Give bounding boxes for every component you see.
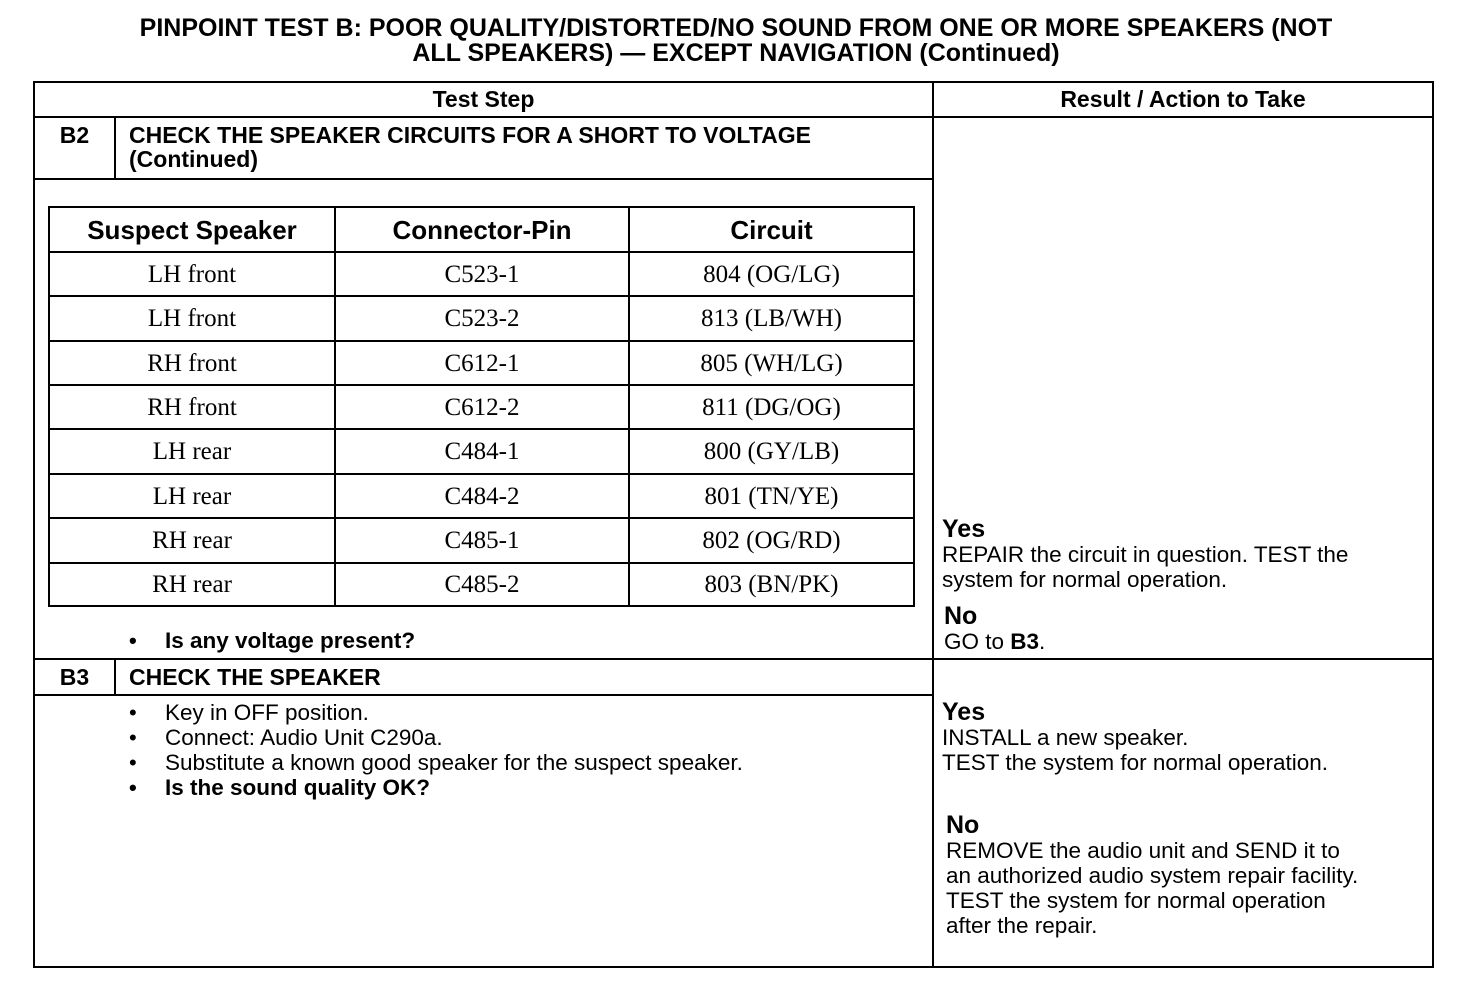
page-title-line-1: PINPOINT TEST B: POOR QUALITY/DISTORTED/NO SOUND FROM ONE OR MORE SPEAKERS (NOT xyxy=(139,14,1333,42)
connector-pin-cell: C612-2 xyxy=(444,394,520,421)
suspect-speaker-cell: RH rear xyxy=(152,571,232,598)
table-row xyxy=(50,475,913,519)
b2-question: • Is any voltage present? xyxy=(129,628,909,653)
table-row xyxy=(50,386,913,430)
b3-step-item: • Connect: Audio Unit C290a. xyxy=(129,725,919,750)
column-header-circuit: Circuit xyxy=(730,215,813,245)
suspect-speaker-cell: RH front xyxy=(147,350,237,377)
b2-title-divider xyxy=(33,178,933,180)
header-test-step: Test Step xyxy=(432,86,535,112)
circuit-cell: 804 (OG/LG) xyxy=(703,261,840,288)
connector-pin-cell: C485-1 xyxy=(444,527,520,554)
suspect-speaker-cell: RH rear xyxy=(152,527,232,554)
connector-pin-cell: C484-1 xyxy=(444,438,520,465)
table-row xyxy=(50,342,913,386)
b3-no-line-2: an authorized audio system repair facility. xyxy=(946,863,1359,888)
step-id-b3: B3 xyxy=(59,664,90,690)
suspect-speaker-cell: RH front xyxy=(147,394,237,421)
b2-yes-label: Yes xyxy=(942,515,986,543)
connector-pin-cell: C523-2 xyxy=(444,305,520,332)
b3-result-no xyxy=(946,812,1431,938)
column-header-connector-pin: Connector-Pin xyxy=(392,215,572,245)
speaker-circuit-table xyxy=(48,206,915,607)
connector-pin-cell: C523-1 xyxy=(444,261,520,288)
b3-no-line-4: after the repair. xyxy=(946,913,1098,938)
column-divider xyxy=(932,81,934,968)
column-header-suspect-speaker: Suspect Speaker xyxy=(87,215,297,245)
connector-pin-cell: C485-2 xyxy=(444,571,520,598)
b3-step-list xyxy=(129,700,919,800)
b2-yes-line-2: system for normal operation. xyxy=(942,567,1228,592)
connector-pin-cell: C612-1 xyxy=(444,350,520,377)
b3-result-yes xyxy=(942,699,1427,775)
circuit-cell: 813 (LB/WH) xyxy=(701,305,842,332)
b2-no-prefix: GO to xyxy=(944,629,1011,654)
b2-no-action xyxy=(944,629,1429,654)
suspect-speaker-cell: LH rear xyxy=(152,483,232,510)
step-title-b3: CHECK THE SPEAKER xyxy=(129,664,381,690)
circuit-cell: 801 (TN/YE) xyxy=(704,483,839,510)
circuit-cell: 803 (BN/PK) xyxy=(704,571,839,598)
step-title-b2-line-1: CHECK THE SPEAKER CIRCUITS FOR A SHORT TO VOLTAGE xyxy=(129,122,811,148)
b2-b3-divider xyxy=(33,658,1434,660)
table-row xyxy=(50,519,913,563)
header-divider xyxy=(33,116,1434,118)
circuit-cell: 805 (WH/LG) xyxy=(700,350,843,377)
step-id-divider-b3 xyxy=(114,659,116,696)
suspect-speaker-cell: LH rear xyxy=(152,438,232,465)
b3-no-line-1: REMOVE the audio unit and SEND it to xyxy=(946,838,1340,863)
b3-yes-label: Yes xyxy=(942,698,986,726)
b3-step-item: • Substitute a known good speaker for the suspect speaker. xyxy=(129,750,919,775)
circuit-cell: 802 (OG/RD) xyxy=(702,527,841,554)
connector-pin-cell: C484-2 xyxy=(444,483,520,510)
step-title-b2-line-2: (Continued) xyxy=(129,146,259,172)
b3-question: • Is the sound quality OK? xyxy=(129,775,919,800)
b2-result-no xyxy=(944,603,1429,654)
page-title-line-2: ALL SPEAKERS) — EXCEPT NAVIGATION (Continued) xyxy=(412,39,1060,67)
b3-yes-line-2: TEST the system for normal operation. xyxy=(942,750,1328,775)
b3-step-item: • Key in OFF position. xyxy=(129,700,919,725)
b2-yes-line-1: REPAIR the circuit in question. TEST the xyxy=(942,542,1349,567)
step-title-b2 xyxy=(129,123,929,171)
circuit-cell: 800 (GY/LB) xyxy=(703,438,840,465)
table-row xyxy=(50,297,913,341)
step-id-divider-b2 xyxy=(114,117,116,180)
b3-title-divider xyxy=(33,694,933,696)
b2-no-target-step: B3 xyxy=(1010,629,1040,654)
table-row xyxy=(50,253,913,297)
b3-no-line-3: TEST the system for normal operation xyxy=(946,888,1326,913)
circuit-cell: 811 (DG/OG) xyxy=(702,394,841,421)
b3-no-label: No xyxy=(946,811,980,839)
step-id-b2: B2 xyxy=(59,122,90,148)
b2-question-list xyxy=(129,628,909,653)
b2-no-label: No xyxy=(944,602,978,630)
b2-result-yes xyxy=(942,516,1427,592)
suspect-speaker-cell: LH front xyxy=(147,261,237,288)
b2-no-suffix: . xyxy=(1039,629,1046,654)
table-row xyxy=(50,430,913,474)
b3-yes-line-1: INSTALL a new speaker. xyxy=(942,725,1189,750)
table-header-row xyxy=(50,208,913,252)
header-result-action: Result / Action to Take xyxy=(1060,86,1306,112)
suspect-speaker-cell: LH front xyxy=(147,305,237,332)
page-title xyxy=(40,16,1432,66)
table-row xyxy=(50,563,913,607)
